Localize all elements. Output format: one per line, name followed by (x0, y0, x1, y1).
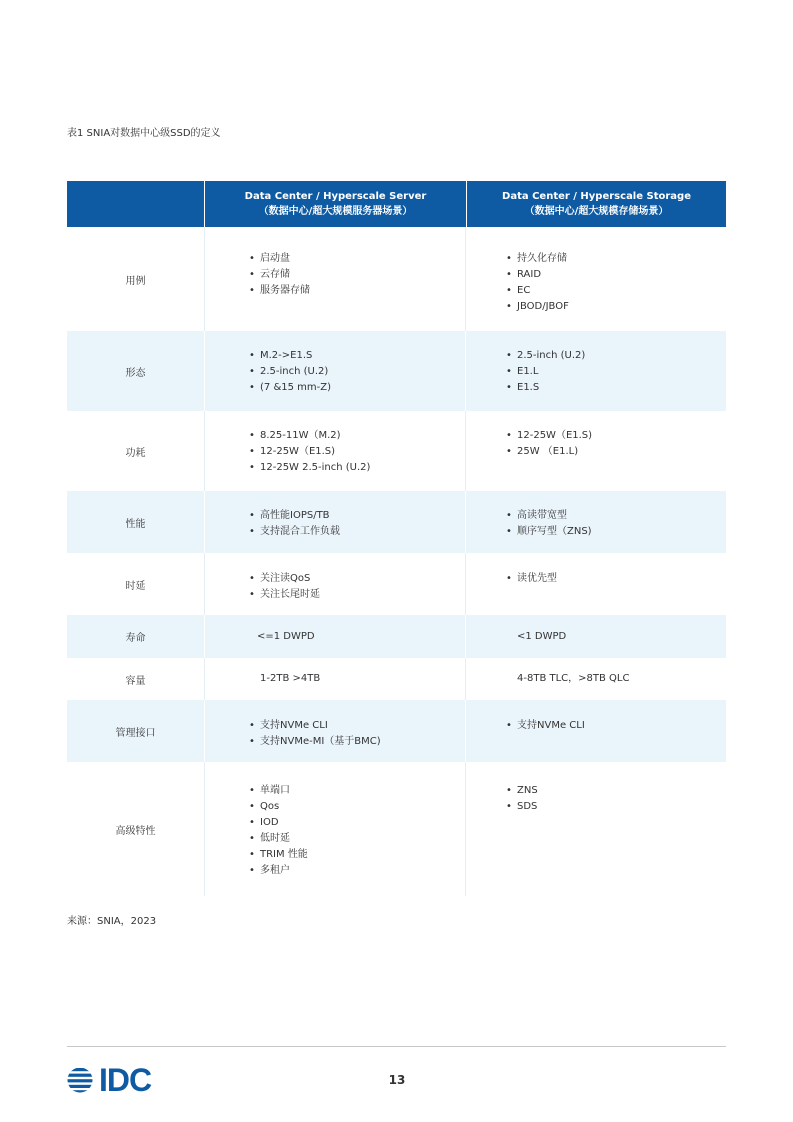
row-label: 容量 (67, 658, 205, 700)
list-item: • 启动盘 (249, 251, 465, 267)
list-item: • SDS (506, 799, 726, 815)
row-label: 性能 (67, 491, 205, 553)
storage-cell (466, 491, 726, 553)
footer-divider (67, 1046, 726, 1047)
cell-value: 4-8TB TLC，>8TB QLC (517, 673, 630, 684)
table-row-endurance (67, 615, 726, 658)
list-item: • 关注读QoS (249, 571, 465, 587)
source-note: 来源：SNIA，2023 (67, 916, 157, 927)
list-item: • 2.5-inch (U.2) (506, 348, 726, 364)
list-item: • Qos (249, 799, 465, 815)
list-item: • RAID (506, 267, 726, 283)
header-server-title: Data Center / Hyperscale Server (244, 191, 427, 202)
table-row-performance (67, 491, 726, 553)
table-row-latency (67, 553, 726, 615)
list-item: • 支持混合工作负载 (249, 524, 465, 540)
table-row-form-factor (67, 331, 726, 411)
idc-logo-text: IDC (99, 1062, 152, 1098)
list-item: • 12-25W（E1.S) (506, 428, 726, 444)
table-row-advanced-features (67, 762, 726, 896)
server-cell (205, 615, 466, 658)
list-item: • IOD (249, 815, 465, 831)
list-item: • (7 &15 mm-Z) (249, 380, 465, 396)
list-item: • 支持NVMe CLI (506, 718, 726, 734)
row-label: 时延 (67, 553, 205, 615)
server-cell (205, 331, 466, 411)
header-storage-subtitle: （数据中心/超大规模存储场景） (524, 206, 669, 217)
row-label: 用例 (67, 227, 205, 331)
cell-value: <=1 DWPD (257, 630, 315, 642)
list-item: • 顺序写型（ZNS) (506, 524, 726, 540)
table-caption: 表1 SNIA对数据中心级SSD的定义 (67, 128, 221, 139)
header-server-subtitle: （数据中心/超大规模服务器场景） (258, 206, 413, 217)
table-row-use-case (67, 227, 726, 331)
header-storage-title: Data Center / Hyperscale Storage (502, 191, 691, 202)
server-cell (205, 762, 466, 896)
list-item: • 2.5-inch (U.2) (249, 364, 465, 380)
idc-logo-mark-icon (67, 1067, 97, 1093)
server-cell (205, 700, 466, 762)
storage-cell (466, 553, 726, 615)
list-item: • 单端口 (249, 783, 465, 799)
list-item: • 8.25-11W（M.2) (249, 428, 465, 444)
table-row-management (67, 700, 726, 762)
cell-value: <1 DWPD (517, 630, 567, 642)
list-item: • 关注长尾时延 (249, 587, 465, 603)
list-item: • JBOD/JBOF (506, 299, 726, 315)
list-item: • 读优先型 (506, 571, 726, 587)
list-item: • 多租户 (249, 863, 465, 879)
server-cell (205, 553, 466, 615)
list-item: • M.2->E1.S (249, 348, 465, 364)
list-item: • E1.S (506, 380, 726, 396)
server-cell (205, 658, 466, 700)
list-item: • EC (506, 283, 726, 299)
snia-ssd-table (67, 181, 726, 896)
page-number: 13 (388, 1073, 406, 1087)
list-item: • 支持NVMe-MI（基于BMC) (249, 734, 465, 750)
row-label: 形态 (67, 331, 205, 411)
storage-cell (466, 762, 726, 896)
list-item: • 持久化存储 (506, 251, 726, 267)
table-header (67, 181, 726, 227)
storage-cell (466, 331, 726, 411)
storage-cell (466, 411, 726, 491)
list-item: • ZNS (506, 783, 726, 799)
header-empty-cell (67, 181, 205, 227)
list-item: • 25W （E1.L) (506, 444, 726, 460)
header-server (205, 181, 467, 227)
row-label: 管理接口 (67, 700, 205, 762)
storage-cell (466, 658, 726, 700)
table-row-power (67, 411, 726, 491)
storage-cell (466, 615, 726, 658)
server-cell (205, 491, 466, 553)
list-item: • TRIM 性能 (249, 847, 465, 863)
server-cell (205, 227, 466, 331)
header-storage (467, 181, 726, 227)
list-item: • 12-25W（E1.S) (249, 444, 465, 460)
row-label: 高级特性 (67, 762, 205, 896)
list-item: • 低时延 (249, 831, 465, 847)
list-item: • 支持NVMe CLI (249, 718, 465, 734)
list-item: • 高读带宽型 (506, 508, 726, 524)
server-cell (205, 411, 466, 491)
list-item: • 高性能IOPS/TB (249, 508, 465, 524)
table-row-capacity (67, 658, 726, 700)
storage-cell (466, 227, 726, 331)
row-label: 功耗 (67, 411, 205, 491)
list-item: • 服务器存储 (249, 283, 465, 299)
list-item: • 12-25W 2.5-inch (U.2) (249, 460, 465, 476)
idc-logo (67, 1064, 151, 1096)
list-item: • 云存储 (249, 267, 465, 283)
row-label: 寿命 (67, 615, 205, 658)
list-item: • E1.L (506, 364, 726, 380)
cell-value: 1-2TB >4TB (260, 673, 321, 684)
storage-cell (466, 700, 726, 762)
